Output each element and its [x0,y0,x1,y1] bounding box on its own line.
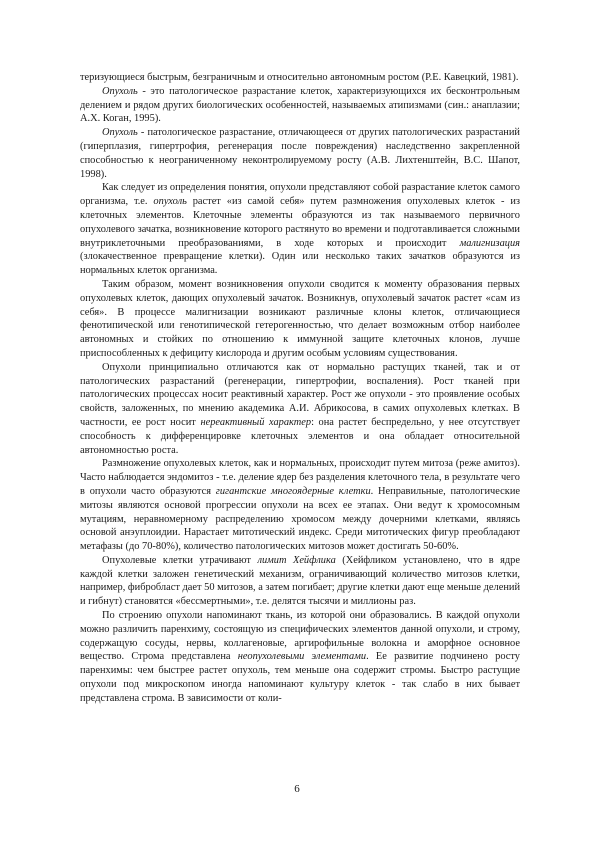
text-run: (злокачественное превращение клетки). Один или несколько таких зачатков образуются из нормальных клеток организма. [80,251,520,277]
italic-term: неопухолевыми элементами [237,651,367,663]
italic-term: малигнизация [459,237,520,249]
text-run: Опухоли принципиально отличаются как от нормально растущих тканей, так и от патологических разрастаний (регенерации, гипертрофии, воспаления). Рост тканей при патологических процессах носит реактивный характер. Рост же опухоли - это проявление особых свойств, заложенных, по мнению академика А.И. Абрикосова, в самих опухолевых клетках. В частности, ее рост носит [80,361,520,428]
paragraph [80,126,520,181]
italic-term: нереактивный характер [200,416,312,428]
paragraph [80,361,520,458]
text-run: - это патологическое разрастание клеток, характеризующихся их бесконтрольным делением и рядом других биологических особенностей, называемых атипизмами (син.: анаплазии; А.Х. Коган, 1995). [80,85,520,125]
text-run: - патологическое разрастание, отличающееся от других патологических разрастаний (гиперплазия, гипертрофия, регенерация после повреждения) наследственно закрепленной способностью к неограниченному неконтролируемому росту (А.В. Лихтенштейн, В.С. Шапот, 1998). [80,127,520,180]
italic-term: гигантские многоядерные клетки [215,485,371,497]
paragraph [80,181,520,278]
paragraph [80,71,520,85]
text-run: . Ее развитие подчинено росту паренхимы: чем быстрее растет опухоль, тем меньше она содержит стромы. Быстро растущие опухоли под микроскопом иногда напоминают культуру клеток - так слабо в них бывает представлена строма. В зависимости от коли- [80,651,520,704]
text-run: . Неправильные, патологические митозы являются основой прогрессии опухоли на всех ее этапах. Они ведут к хромосомным мутациям, неравномерному распределению хромосом между дочерними клетками, являясь основой анэуплоидии. Нарастает митотический индекс. Среди митотических фигур преобладают метафазы (до 70-80%), количество патологических митозов может достигать 50-60%. [80,485,520,553]
italic-term: лимит Хейфлика [257,554,336,566]
text-run: По строению опухоли напоминают ткань, из которой они образовались. В каждой опухоли можно различить паренхиму, состоящую из специфических элементов данной опухоли, и строму, содержащую сосуды, нервы, коллагеновые, аргирофильные волокна и аморфное основное вещество. Строма представлена [80,610,520,663]
paragraph [80,278,520,361]
text-run: Как следует из определения понятия, опухоли представляют собой разрастание клеток самого организма, т.е. [80,182,520,208]
paragraph [80,609,520,706]
italic-term: Опухоль [102,127,138,139]
text-run: теризующиеся быстрым, безграничным и относительно автономным ростом (Р.Е. Кавецкий, 1981). [80,72,519,83]
italic-term: Опухоль [102,85,138,97]
paragraph [80,457,520,554]
page-number: 6 [294,783,300,795]
paragraph [80,554,520,609]
text-run: Таким образом, момент возникновения опухоли сводится к моменту образования первых опухолевых клеток, дающих опухолевый зачаток. Возникнув, опухолевый зачаток растет «сам из себя». В процессе малигнизации возникают различные клоны клеток, отличающиеся фенотипической или генотипической гетерогенностью, что делает возможным отбор наиболее автономных и стойких по отношению к иммунной защите клеточных клонов, лучше приспособленных к дефициту кислорода и другим особым условиям существования. [80,278,520,359]
body-text [80,71,520,706]
italic-term: опухоль [153,196,187,208]
text-run: : она растет беспредельно, у нее отсутствует способность к дифференцировке клеточных элементов и она обладает относительной автономностью роста. [80,416,520,456]
text-run: Размножение опухолевых клеток, как и нормальных, происходит путем митоза (реже амитоз). Часто наблюдается эндомитоз - т.е. деление ядер без разделения клеточного тела, в результате чего в опухоли часто образуются [80,458,520,497]
text-run: (Хейфликом установлено, что в ядре каждой клетки заложен генетический механизм, ограничивающий количество митозов клетки, например, фибробласт дает 50 митозов, а затем погибает; другие клетки дают еще меньше делений и гибнут) становятся «бессмертными», т.е. делятся тысячи и миллионы раз. [80,554,521,608]
text-run: Опухолевые клетки утрачивают [102,554,258,566]
paragraph [80,85,520,126]
text-run: растет «из самой себя» путем размножения опухолевых клеток - из клеточных элементов. Клеточные элементы образуются из так называемого первичного опухолевого зачатка, возникновение которого растянуто во времени и подготавливается сложными внутриклеточными преобразованиями, в ходе которых и происходит [80,196,520,249]
